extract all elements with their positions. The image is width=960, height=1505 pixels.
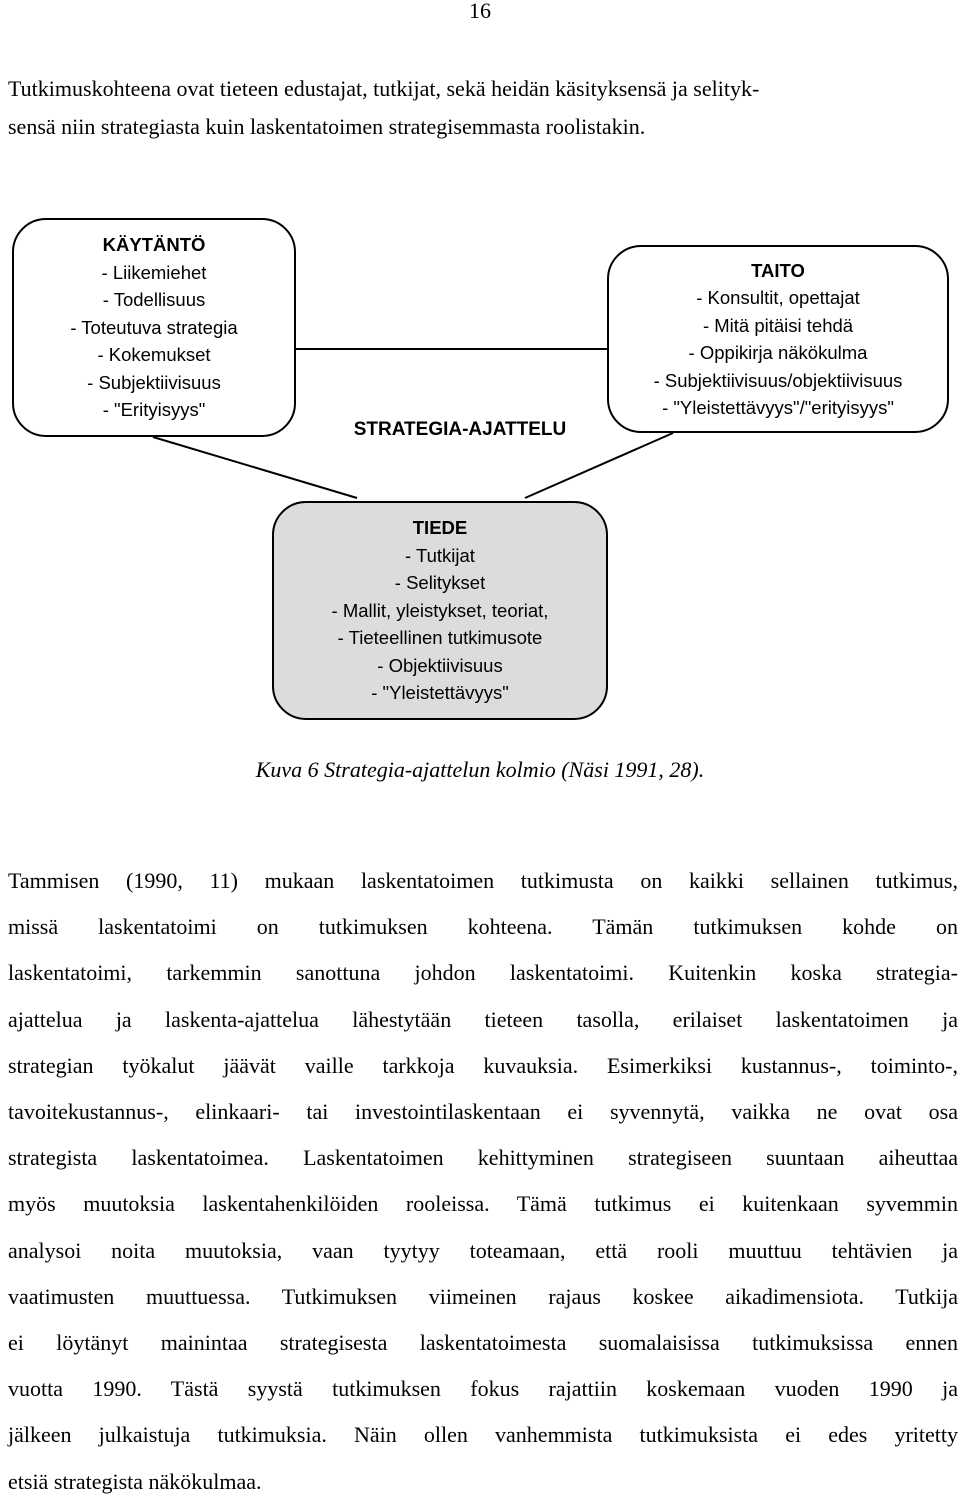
body-line: tavoitekustannus-, elinkaari- tai investointilaskentaan ei syvennytä, vaikka ne ovat osa: [8, 1099, 958, 1125]
intro-line: sensä niin strategiasta kuin laskentatoimen strategisemmasta roolistakin.: [8, 114, 646, 139]
box-taito-item: - Konsultit, opettajat: [696, 287, 860, 308]
body-line: strategista laskentatoimea. Laskentatoimen kehittyminen strategiseen suuntaan aiheuttaa: [8, 1145, 958, 1171]
page-number: 16: [469, 0, 491, 23]
body-line: laskentatoimi, tarkemmin sanottuna johdon laskentatoimi. Kuitenkin koska strategia-: [8, 960, 958, 986]
body-line: ajattelua ja laskenta-ajattelua lähestytään tieteen tasolla, erilaiset laskentatoimen ja: [8, 1006, 958, 1032]
body-line: vaatimusten muuttuessa. Tutkimuksen viimeinen rajaus koskee aikadimensiota. Tutkija: [8, 1283, 958, 1309]
box-tiede-title: TIEDE: [412, 517, 468, 539]
box-kaytanto-item: - Toteutuva strategia: [70, 316, 238, 338]
body-line: etsiä strategista näkökulmaa.: [8, 1468, 262, 1494]
box-taito-item: - Subjektiivisuus/objektiivisuus: [653, 369, 903, 391]
center-label: STRATEGIA-AJATTELU: [353, 419, 567, 440]
box-kaytanto: [12, 218, 296, 437]
box-kaytanto-item: - Todellisuus: [102, 289, 206, 311]
box-tiede-item: - Tutkijat: [405, 544, 475, 566]
body-line: jälkeen julkaistuja tutkimuksia. Näin ollen vanhemmista tutkimuksista ei edes yritetty: [8, 1422, 958, 1448]
box-tiede-item: - Objektiivisuus: [377, 654, 503, 676]
strategy-triangle-diagram: [0, 205, 960, 735]
box-tiede-item: - Mallit, yleistykset, teoriat,: [331, 599, 549, 621]
box-kaytanto-item: - "Erityisyys": [102, 399, 206, 421]
box-taito-title: TAITO: [751, 259, 805, 281]
box-kaytanto-item: - Liikemiehet: [101, 261, 207, 283]
figure-caption: Kuva 6 Strategia-ajattelun kolmio (Näsi 1991, 28).: [255, 757, 705, 782]
intro-paragraph: [8, 70, 956, 146]
box-taito-item: - Mitä pitäisi tehdä: [702, 314, 854, 336]
box-tiede-item: - Selitykset: [394, 572, 486, 594]
body-line: analysoi noita muutoksia, vaan tyytyy toteamaan, että rooli muuttuu tehtävien ja: [8, 1237, 958, 1263]
box-tiede-item: - "Yleistettävyys": [371, 682, 509, 704]
box-kaytanto-item: - Subjektiivisuus: [87, 371, 221, 393]
body-line: vuotta 1990. Tästä syystä tutkimuksen fokus rajattiin koskemaan vuoden 1990 ja: [8, 1376, 958, 1402]
body-line: strategian työkalut jäävät vaille tarkkoja kuvauksia. Esimerkiksi kustannus-, toiminto-,: [8, 1052, 958, 1078]
line-taito-tiede: [525, 433, 673, 498]
body-line: missä laskentatoimi on tutkimuksen kohteena. Tämän tutkimuksen kohde on: [8, 914, 958, 940]
box-taito-item: - "Yleistettävyys"/"erityisyys": [662, 397, 894, 418]
line-kaytanto-tiede: [153, 437, 357, 498]
intro-line: Tutkimuskohteena ovat tieteen edustajat, tutkijat, sekä heidän käsityksensä ja selityk-: [8, 76, 760, 101]
body-line: myös muutoksia laskentahenkilöiden rooleissa. Tämä tutkimus ei kuitenkaan syvemmin: [8, 1191, 958, 1217]
box-kaytanto-item: - Kokemukset: [97, 344, 211, 366]
box-taito-item: - Oppikirja näkökulma: [688, 342, 868, 363]
box-tiede-item: - Tieteellinen tutkimusote: [337, 627, 543, 649]
body-line: Tammisen (1990, 11) mukaan laskentatoimen tutkimusta on kaikki sellainen tutkimus,: [8, 868, 958, 893]
box-taito: [607, 245, 949, 433]
body-paragraph: [8, 858, 958, 1505]
box-kaytanto-title: KÄYTÄNTÖ: [102, 234, 206, 256]
box-tiede: [272, 501, 608, 720]
body-line: ei löytänyt mainintaa strategisesta laskentatoimesta suomalaisissa tutkimuksissa ennen: [8, 1330, 958, 1356]
